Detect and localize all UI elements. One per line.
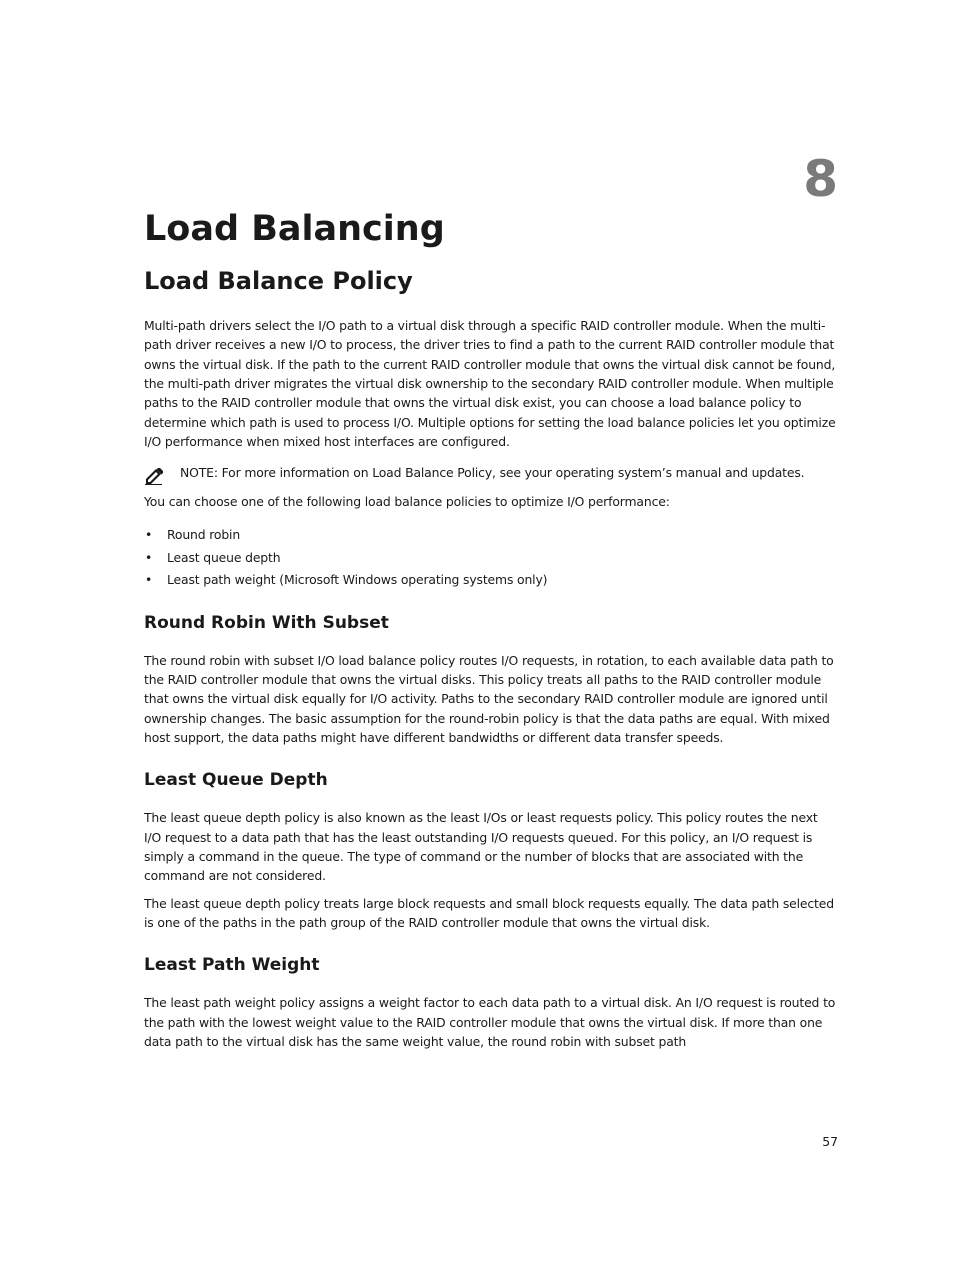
least-queue-paragraph-2: The least queue depth policy treats large block requests and small block requests equally. The data path selected is one of the paths in the path group of the RAID controller module that owns the virtual disk. — [144, 895, 834, 930]
list-intro: You can choose one of the following load balance policies to optimize I/O performance: — [144, 493, 670, 509]
note-box — [144, 463, 838, 482]
subsection-title-least-path-weight: Least Path Weight — [144, 955, 320, 976]
list-item — [144, 525, 838, 544]
subsection-title-round-robin: Round Robin With Subset — [144, 612, 389, 633]
document-page — [144, 0, 838, 1268]
bullet: • — [145, 572, 153, 588]
section-title-load-balance-policy: Load Balance Policy — [144, 267, 413, 295]
note-label: NOTE: — [180, 465, 218, 481]
policy-list — [144, 525, 838, 590]
list-item — [144, 570, 838, 589]
page-number: 57 — [822, 1134, 838, 1149]
round-robin-paragraph: The round robin with subset I/O load balance policy routes I/O requests, in rotation, to each available data path to the RAID controller module that owns the virtual disks. This policy treats all paths to the RAID controller module that owns the virtual disk equally for I/O activity. Paths to the secondary RAID controller module are ignored until ownership changes. The basic assumption for the round-robin policy is that the data paths are equal. With mixed host support, the data paths might have different bandwidths or different data transfer speeds. — [144, 652, 834, 746]
subsection-title-least-queue-depth: Least Queue Depth — [144, 770, 328, 791]
bullet: • — [145, 526, 153, 542]
policy-least-path-weight: Least path weight (Microsoft Windows operating systems only) — [167, 572, 548, 588]
chapter-title: Load Balancing — [144, 209, 445, 249]
bullet: • — [145, 549, 153, 565]
least-path-paragraph: The least path weight policy assigns a weight factor to each data path to a virtual disk. An I/O request is routed to the path with the lowest weight value to the RAID controller module that owns the virtual disk. If more than one data path to the virtual disk has the same weight value, the round robin with subset path — [144, 995, 836, 1049]
intro-paragraph: Multi-path drivers select the I/O path to a virtual disk through a specific RAID controller module. When the multi-path driver receives a new I/O to process, the driver tries to find a path to the current RAID controller module that owns the virtual disk. If the path to the current RAID controller module that owns the virtual disk cannot be found, the multi-path driver migrates the virtual disk ownership to the secondary RAID controller module. When multiple paths to the RAID controller module that owns the virtual disk exist, you can choose a load balance policy to determine which path is used to process I/O. Multiple options for setting the load balance policies let you optimize I/O performance when mixed host interfaces are configured. — [144, 318, 836, 449]
main-content — [144, 266, 838, 1059]
chapter-number: 8 — [803, 150, 838, 208]
list-item — [144, 548, 838, 567]
policy-least-queue-depth: Least queue depth — [167, 549, 281, 565]
policy-round-robin: Round robin — [167, 526, 241, 542]
note-text: For more information on Load Balance Policy, see your operating system’s manual and updates. — [217, 465, 805, 481]
note-pencil-icon — [144, 467, 164, 485]
least-queue-paragraph-1: The least queue depth policy is also known as the least I/Os or least requests policy. This policy routes the next I/O request to a data path that has the least outstanding I/O requests queued. For this policy, an I/O request is simply a command in the queue. The type of command or the number of blocks that are associated with the command are not considered. — [144, 810, 818, 884]
